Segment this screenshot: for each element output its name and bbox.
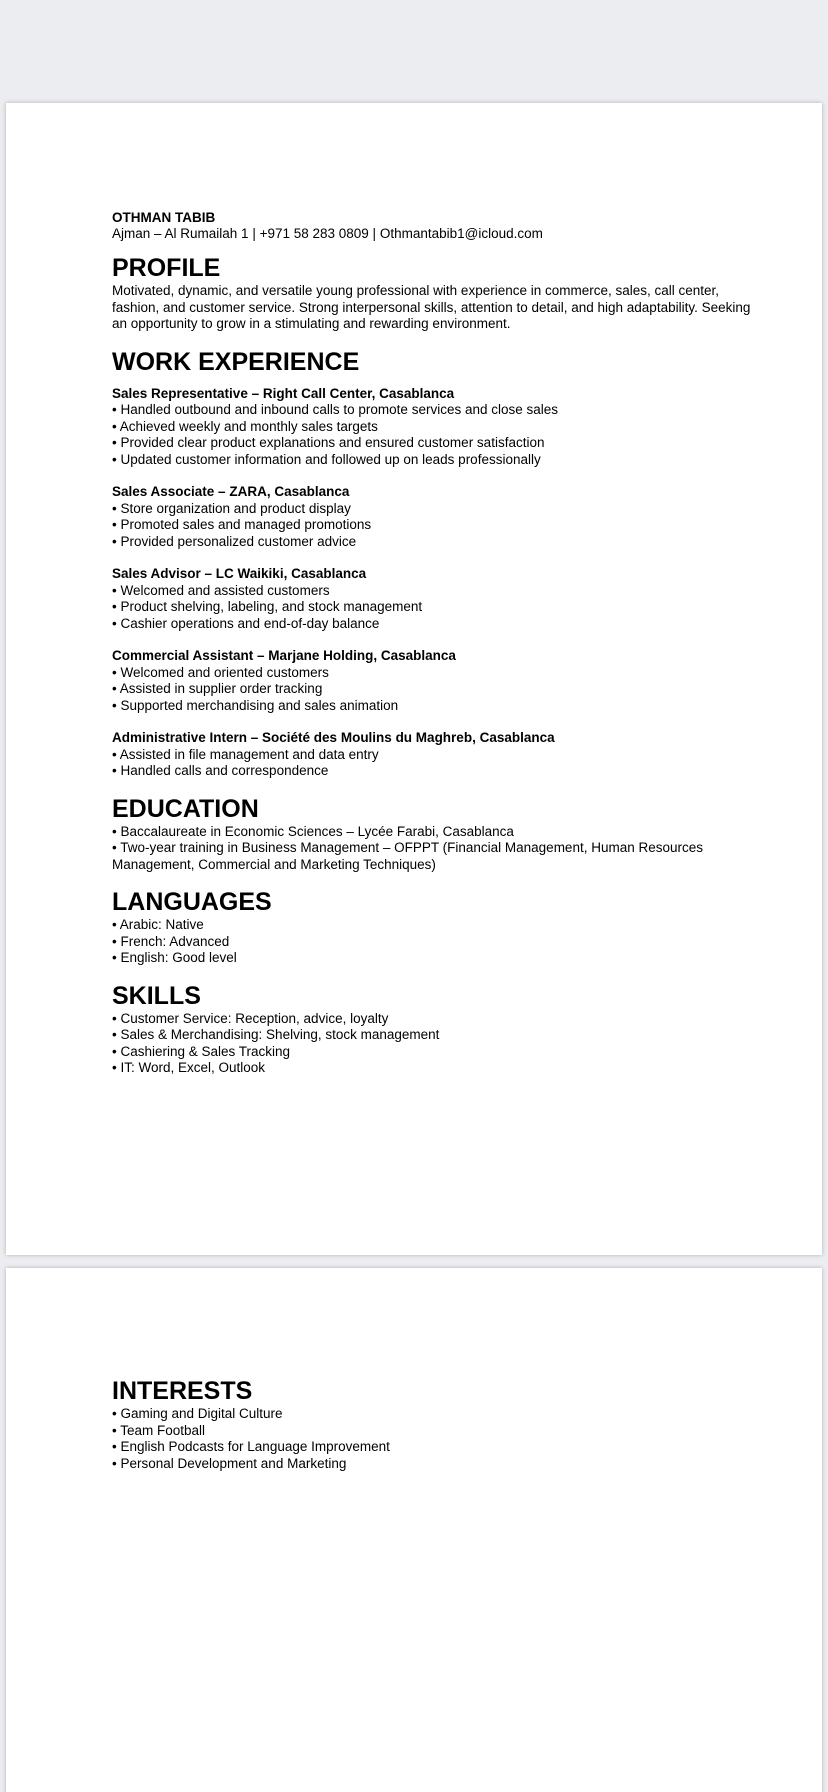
interest-item: • Team Football xyxy=(112,1422,206,1438)
job-title: Administrative Intern – Société des Moulins du Maghreb, Casablanca xyxy=(112,730,555,745)
candidate-name: OTHMAN TABIB xyxy=(112,210,216,225)
job-bullet: • Supported merchandising and sales animation xyxy=(112,697,399,713)
skill-item: • IT: Word, Excel, Outlook xyxy=(112,1060,266,1075)
job-title: Commercial Assistant – Marjane Holding, Casablanca xyxy=(112,648,456,663)
job-entry xyxy=(112,566,762,632)
job-bullet: • Updated customer information and followed up on leads professionally xyxy=(112,451,541,467)
job-bullet: • Cashier operations and end-of-day balance xyxy=(112,615,380,631)
job-bullets xyxy=(112,583,762,633)
job-bullet: • Welcomed and assisted customers xyxy=(112,582,330,598)
job-entry xyxy=(112,386,762,469)
job-entry xyxy=(112,730,762,780)
job-bullets xyxy=(112,665,762,715)
job-bullets xyxy=(112,501,762,551)
job-title: Sales Associate – ZARA, Casablanca xyxy=(112,484,350,499)
job-title: Sales Representative – Right Call Center, Casablanca xyxy=(112,385,455,401)
job-bullet: • Welcomed and oriented customers xyxy=(112,664,329,680)
language-item: • Arabic: Native xyxy=(112,917,204,932)
job-bullet: • Assisted in file management and data entry xyxy=(112,746,379,762)
education-item: • Two-year training in Business Management – OFPPT (Financial Management, Human Resources Management, Commercial and Marketing Techniques) xyxy=(112,840,704,872)
page-1 xyxy=(6,103,822,1255)
interests-list xyxy=(112,1406,762,1472)
job-bullets xyxy=(112,747,762,780)
job-bullet: • Provided clear product explanations and ensured customer satisfaction xyxy=(112,435,545,450)
interest-item: • Personal Development and Marketing xyxy=(112,1455,347,1471)
language-item: • English: Good level xyxy=(112,950,237,965)
skill-item: • Cashiering & Sales Tracking xyxy=(112,1043,291,1059)
job-bullet: • Product shelving, labeling, and stock management xyxy=(112,599,423,614)
job-title: Sales Advisor – LC Waikiki, Casablanca xyxy=(112,566,367,581)
job-bullet: • Achieved weekly and monthly sales targets xyxy=(112,418,378,434)
job-entry xyxy=(112,648,762,714)
work-experience-heading: WORK EXPERIENCE xyxy=(112,347,360,376)
job-bullet: • Provided personalized customer advice xyxy=(112,533,357,549)
work-experience-list xyxy=(112,386,762,780)
languages-list xyxy=(112,917,762,967)
job-bullets xyxy=(112,402,762,468)
page-1-content xyxy=(112,210,762,1077)
skill-item: • Customer Service: Reception, advice, loyalty xyxy=(112,1010,389,1026)
interests-heading: INTERESTS xyxy=(112,1377,253,1405)
page-2-content xyxy=(112,1376,762,1472)
job-bullet: • Promoted sales and managed promotions xyxy=(112,517,372,532)
interest-item: • Gaming and Digital Culture xyxy=(112,1406,283,1421)
job-bullet: • Assisted in supplier order tracking xyxy=(112,681,323,696)
job-bullet: • Store organization and product display xyxy=(112,500,351,516)
skills-heading: SKILLS xyxy=(112,981,201,1010)
education-list xyxy=(112,824,762,874)
job-bullet: • Handled outbound and inbound calls to promote services and close sales xyxy=(112,402,559,417)
skill-item: • Sales & Merchandising: Shelving, stock management xyxy=(112,1027,440,1042)
education-item: • Baccalaureate in Economic Sciences – Lycée Farabi, Casablanca xyxy=(112,823,514,839)
skills-list xyxy=(112,1011,762,1077)
job-bullet: • Handled calls and correspondence xyxy=(112,763,329,778)
education-heading: EDUCATION xyxy=(112,794,259,823)
job-entry xyxy=(112,484,762,550)
contact-line: Ajman – Al Rumailah 1 | +971 58 283 0809 | Othmantabib1@icloud.com xyxy=(112,226,543,241)
language-item: • French: Advanced xyxy=(112,933,230,949)
languages-heading: LANGUAGES xyxy=(112,888,272,916)
page-2 xyxy=(6,1268,822,1792)
profile-text: Motivated, dynamic, and versatile young professional with experience in commerce, sales, call center, fashion, and customer service. Strong interpersonal skills, attention to detail, and high adaptability. Seeking an opportunity to grow in a stimulating and rewarding environment. xyxy=(112,283,751,331)
profile-heading: PROFILE xyxy=(112,254,221,282)
interest-item: • English Podcasts for Language Improvement xyxy=(112,1439,390,1454)
